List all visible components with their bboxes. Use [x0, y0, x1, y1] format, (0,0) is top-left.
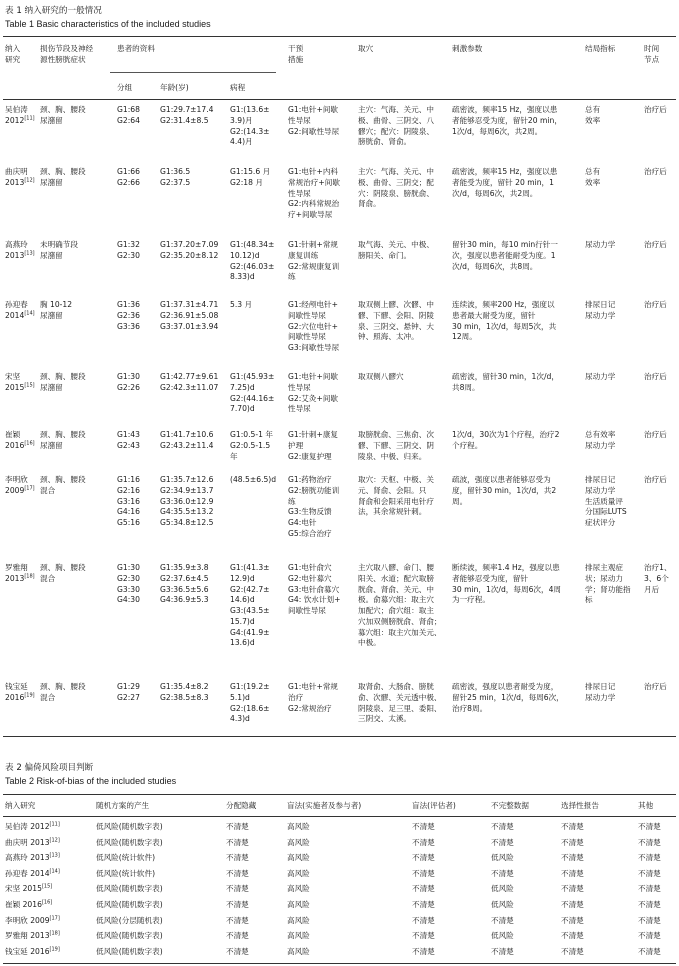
t2-rating-cell: 不清楚 — [412, 837, 435, 847]
t1-study-year: 2009 — [5, 485, 25, 495]
t1-study-year: 2013 — [5, 573, 25, 583]
t2-rating-cell: 高风险 — [287, 900, 310, 909]
t1-injury-cell: 颈、胸、腰段 尿潴留 — [40, 372, 86, 392]
t2-rating-cell: 不清楚 — [561, 853, 584, 863]
t2-rating-cell: 高风险 — [287, 853, 310, 863]
t2-rating-cell: 不清楚 — [412, 946, 435, 956]
t1-intervention-cell: G1:药物治疗 G2:膀胱功能训 练 G3:生物反馈 G4:电针 G5:综合治疗 — [288, 475, 340, 538]
t1-header-injury: 损伤节段及神经 源性膀胱症状 — [40, 44, 94, 64]
t1-study-year: 2016 — [5, 440, 25, 450]
t1-time-cell: 治疗1、 3、6个 月后 — [644, 563, 672, 594]
table2-caption-cn: 表 2 偏倚风险项目判断 — [5, 763, 94, 773]
t1-study-cell — [5, 430, 35, 452]
t2-header-cell: 分配隐藏 — [226, 801, 257, 810]
t1-age-cell: G1:35.7±12.6 G2:34.9±13.7 G3:36.0±12.9 G4:35.5±13.2 G5:34.8±12.5 — [160, 475, 214, 528]
t1-study-author: 吴伯涛 — [5, 105, 28, 114]
t2-study-name: 曲庆明 2013 — [5, 837, 50, 847]
t1-intervention-cell: G1:电针+间歇 性导尿 G2:艾灸+间歇 性导尿 — [288, 372, 339, 414]
t2-rating-cell: 低风险(统计软件) — [96, 853, 156, 863]
t1-outcome-cell: 总有 效率 — [585, 167, 601, 187]
t1-study-cell — [5, 475, 35, 497]
t1-study-year: 2015 — [5, 382, 25, 392]
t2-study-ref: [11] — [49, 821, 60, 828]
t1-study-ref: [17] — [24, 485, 35, 492]
t1-acupoints-cell: 取双侧八髎穴 — [358, 372, 404, 381]
t2-rating-cell: 不清楚 — [638, 884, 661, 894]
t1-time-cell: 治疗后 — [644, 475, 667, 484]
t2-rating-cell: 不清楚 — [561, 931, 584, 941]
t1-age-cell: G1:35.9±3.8 G2:37.6±4.5 G3:36.5±5.6 G4:36.9±5.3 — [160, 563, 209, 605]
t1-study-cell — [5, 300, 35, 322]
t1-intervention-cell: G1:针刺+常规 康复训练 G2:常规康复训 练 — [288, 240, 340, 282]
t2-rating-cell: 高风险 — [287, 915, 310, 925]
t2-rating-cell: 不清楚 — [412, 900, 435, 909]
t1-age-cell: G1:41.7±10.6 G2:43.2±11.4 — [160, 430, 214, 450]
t2-rating-cell: 低风险(统计软件) — [96, 868, 156, 878]
t2-rating-cell: 低风险(分层随机表) — [96, 915, 163, 925]
t1-header-params: 刺激参数 — [452, 44, 483, 53]
t1-acupoints-cell: 主穴：气海、关元、中 极、曲骨、三阴交、八 髎穴；配穴：阴陵泉、 膀胱俞、肾俞。 — [358, 105, 434, 147]
t2-study-name: 高燕玲 2013 — [5, 853, 50, 863]
t2-rating-cell: 不清楚 — [638, 946, 661, 956]
t1-injury-cell: 胸 10-12 尿潴留 — [40, 300, 73, 320]
t1-study-ref: [14] — [24, 310, 35, 317]
t2-study-cell — [5, 884, 52, 895]
t2-header-cell: 其他 — [638, 801, 654, 810]
t1-header-intervention: 干预 措施 — [288, 44, 304, 64]
t1-params-cell: 疏密波，强度以患者耐受为度， 留针25 min，1次/d，每周6次， 治疗8周。 — [452, 682, 564, 713]
t1-study-year: 2013 — [5, 177, 25, 187]
t1-outcome-cell: 排尿日记 尿动力学 — [585, 300, 616, 320]
t1-time-cell: 治疗后 — [644, 105, 667, 114]
t2-study-name: 吴伯涛 2012 — [5, 822, 50, 831]
t1-injury-cell: 颈、胸、腰段 混合 — [40, 682, 86, 702]
t1-study-year: 2013 — [5, 250, 25, 260]
t2-rating-cell: 不清楚 — [561, 868, 584, 878]
t2-rating-cell: 不清楚 — [638, 868, 661, 878]
t1-intervention-cell: G1:针刺+康复 护理 G2:康复护理 — [288, 430, 339, 461]
table1-bottom-rule — [3, 736, 676, 737]
t2-rating-cell: 低风险 — [491, 900, 514, 909]
t1-group-cell: G1:66 G2:66 — [117, 167, 140, 187]
t1-study-ref: [19] — [24, 692, 35, 699]
t1-study-cell — [5, 240, 35, 262]
t2-rating-cell: 低风险(随机数字表) — [96, 822, 163, 831]
t1-acupoints-cell: 取穴：天枢、中极、关 元、肾俞、会阳。只 肾俞和会阳采用电针疗 法，其余常规针刺。 — [358, 475, 434, 517]
t1-study-ref: [15] — [24, 382, 35, 389]
t1-study-ref: [11] — [24, 115, 35, 122]
t1-outcome-cell: 尿动力学 — [585, 240, 616, 249]
table1-caption-cn: 表 1 纳入研究的一般情况 — [5, 6, 102, 16]
t1-header-age: 年龄(岁) — [160, 83, 189, 92]
t1-course-cell: G1:(48.34± 10.12)d G2:(46.03± 8.33)d — [230, 240, 275, 282]
t2-rating-cell: 不清楚 — [638, 837, 661, 847]
t1-group-cell: G1:30 G2:26 — [117, 372, 140, 392]
t1-intervention-cell: G1:电针+常规 治疗 G2:常规治疗 — [288, 682, 339, 713]
t2-rating-cell: 不清楚 — [561, 900, 584, 909]
t1-study-author: 李明欣 — [5, 475, 28, 484]
t2-study-cell — [5, 838, 60, 849]
t2-study-ref: [19] — [49, 946, 60, 953]
t1-outcome-cell: 总有效率 尿动力学 — [585, 430, 616, 450]
t2-study-ref: [16] — [41, 899, 53, 906]
t2-study-cell — [5, 853, 60, 864]
t1-age-cell: G1:37.31±4.71 G2:36.91±5.08 G3:37.01±3.94 — [160, 300, 219, 331]
t1-study-cell — [5, 167, 35, 189]
t2-rating-cell: 低风险(随机数字表) — [96, 900, 163, 909]
t2-rating-cell: 高风险 — [287, 822, 310, 831]
t1-study-author: 钱宝延 — [5, 682, 28, 691]
t2-rating-cell: 不清楚 — [561, 915, 584, 925]
t2-rating-cell: 高风险 — [287, 837, 310, 847]
t1-study-year: 2014 — [5, 310, 25, 320]
t1-injury-cell: 颈、胸、腰段 尿潴留 — [40, 105, 86, 125]
t2-study-cell — [5, 869, 60, 880]
t1-acupoints-cell: 取肾俞、大肠俞、膀胱 俞、次髎、关元透中极、 阴陵泉、足三里、委阳、 三阴交、太溪。 — [358, 682, 442, 724]
t2-rating-cell: 不清楚 — [412, 915, 435, 925]
t2-rating-cell: 不清楚 — [638, 853, 661, 863]
t1-injury-cell: 未明确节段 尿潴留 — [40, 240, 78, 260]
t2-header-cell: 选择性报告 — [561, 801, 599, 810]
t2-study-ref: [14] — [49, 868, 60, 875]
t1-acupoints-cell: 主穴取八髎、命门、腰 阳关、水道；配穴取膀 胱俞、肾俞、关元、中 极。俞募穴组：取主穴 加配穴；俞穴组：取主 穴加双侧膀胱俞、肾俞； 募穴组：取主穴加关元、 中极。 — [358, 563, 442, 648]
t2-study-ref: [13] — [49, 852, 60, 859]
t1-params-cell: 连续波，频率200 Hz，强度以 患者最大耐受为度，留针 30 min，1次/d，每周5次，共 12周。 — [452, 300, 557, 342]
t2-rating-cell: 低风险(随机数字表) — [96, 946, 163, 956]
t1-study-author: 高燕玲 — [5, 240, 28, 249]
t2-rating-cell: 不清楚 — [491, 915, 514, 925]
t2-rating-cell: 低风险(随机数字表) — [96, 931, 163, 941]
t2-rating-cell: 不清楚 — [226, 884, 249, 894]
t1-header-course: 病程 — [230, 83, 246, 92]
t2-rating-cell: 低风险 — [491, 931, 514, 941]
t2-rating-cell: 不清楚 — [491, 822, 514, 831]
t2-rating-cell: 不清楚 — [561, 946, 584, 956]
t1-header-group: 分组 — [117, 83, 133, 92]
t1-group-cell: G1:29 G2:27 — [117, 682, 140, 702]
t1-study-year: 2016 — [5, 692, 25, 702]
t1-intervention-cell: G1:经颅电针+ 间歇性导尿 G2:穴位电针+ 间歇性导尿 G3:间歇性导尿 — [288, 300, 340, 353]
t1-intervention-cell: G1:电针俞穴 G2:电针募穴 G3:电针俞募穴 G4: 饮水计划+ 间歇性导尿 — [288, 563, 341, 616]
t1-study-author: 孙迎春 — [5, 300, 28, 309]
t1-study-ref: [16] — [24, 440, 35, 447]
t2-rating-cell: 低风险(随机数字表) — [96, 837, 163, 847]
t1-study-cell — [5, 105, 35, 127]
t1-study-author: 宋坚 — [5, 372, 21, 381]
t1-age-cell: G1:42.77±9.61 G2:42.3±11.07 — [160, 372, 219, 392]
t2-study-name: 崔颖 2016 — [5, 900, 42, 909]
t2-rating-cell: 低风险(随机数字表) — [96, 884, 163, 894]
t2-study-name: 孙迎春 2014 — [5, 868, 50, 878]
t1-course-cell: G1:(45.93± 7.25)d G2:(44.16± 7.70)d — [230, 372, 275, 414]
t2-rating-cell: 低风险 — [491, 853, 514, 863]
t2-study-ref: [17] — [49, 915, 60, 922]
t2-study-ref: [12] — [49, 837, 60, 844]
t2-rating-cell: 不清楚 — [412, 884, 435, 894]
table1-header-rule — [3, 99, 676, 100]
table1-top-rule — [3, 36, 676, 37]
t1-study-ref: [12] — [24, 177, 35, 184]
t2-rating-cell: 不清楚 — [561, 822, 584, 831]
t1-group-cell: G1:16 G2:16 G3:16 G4:16 G5:16 — [117, 475, 140, 528]
t2-header-cell: 不完整数据 — [491, 801, 529, 810]
table1-caption-en: Table 1 Basic characteristics of the included studies — [5, 19, 211, 29]
t1-injury-cell: 颈、胸、腰段 混合 — [40, 475, 86, 495]
t1-age-cell: G1:36.5 G2:37.5 — [160, 167, 191, 187]
t2-study-name: 李明欣 2009 — [5, 915, 50, 925]
t2-header-cell: 盲法(评估者) — [412, 801, 456, 810]
t1-outcome-cell: 总有 效率 — [585, 105, 601, 125]
t1-outcome-cell: 排尿日记 尿动力学 — [585, 682, 616, 702]
t2-rating-cell: 不清楚 — [226, 900, 249, 909]
t2-rating-cell: 不清楚 — [412, 931, 435, 941]
t1-outcome-cell: 排尿日记 尿动力学 生活质量评 分国际LUTS 症状评分 — [585, 475, 627, 528]
t1-header-study: 纳入 研究 — [5, 44, 21, 64]
t2-study-cell — [5, 931, 60, 942]
t1-study-ref: [13] — [24, 250, 35, 257]
t1-time-cell: 治疗后 — [644, 682, 667, 691]
t1-group-cell: G1:68 G2:64 — [117, 105, 140, 125]
t1-study-year: 2012 — [5, 115, 25, 125]
t2-rating-cell: 不清楚 — [638, 915, 661, 925]
t2-rating-cell: 不清楚 — [638, 822, 661, 831]
t1-age-cell: G1:37.20±7.09 G2:35.20±8.12 — [160, 240, 219, 260]
t1-time-cell: 治疗后 — [644, 300, 667, 309]
t2-rating-cell: 不清楚 — [226, 946, 249, 956]
t1-group-cell: G1:30 G2:30 G3:30 G4:30 — [117, 563, 140, 605]
t2-header-cell: 纳入研究 — [5, 801, 36, 810]
t1-study-cell — [5, 682, 35, 704]
t1-study-ref: [18] — [24, 573, 35, 580]
t2-study-ref: [15] — [41, 883, 53, 890]
t2-rating-cell: 不清楚 — [226, 931, 249, 941]
t2-rating-cell: 低风险 — [491, 884, 514, 894]
t1-acupoints-cell: 取双侧上髎、次髎、中 髎、下髎、会阳、阴陵 泉、三阴交、悬钟、大 钟、照海、太冲。 — [358, 300, 434, 342]
t1-acupoints-cell: 取气海、关元、中极、 膀阳关、命门。 — [358, 240, 434, 260]
t1-header-time: 时间 节点 — [644, 44, 660, 64]
t2-header-cell: 盲法(实施者及参与者) — [287, 801, 362, 810]
t2-rating-cell: 不清楚 — [491, 868, 514, 878]
t1-course-cell: G1:0.5-1 年 G2:0.5-1.5 年 — [230, 430, 273, 461]
t2-rating-cell: 不清楚 — [561, 837, 584, 847]
table2-header-rule — [3, 816, 676, 817]
t1-params-cell: 疏密波，留针30 min，1次/d， 共8周。 — [452, 372, 559, 392]
t2-study-cell — [5, 822, 60, 833]
t2-rating-cell: 不清楚 — [226, 915, 249, 925]
t1-time-cell: 治疗后 — [644, 372, 667, 381]
t1-course-cell: G1:(19.2± 5.1)d G2:(18.6± 4.3)d — [230, 682, 270, 724]
t1-course-cell: 5.3 月 — [230, 300, 253, 309]
t2-study-name: 罗雅翔 2013 — [5, 931, 50, 941]
t2-rating-cell: 不清楚 — [412, 868, 435, 878]
t2-rating-cell: 高风险 — [287, 946, 310, 956]
t2-rating-cell: 不清楚 — [226, 868, 249, 878]
t2-rating-cell: 不清楚 — [226, 837, 249, 847]
t2-rating-cell: 不清楚 — [491, 837, 514, 847]
t1-study-cell — [5, 372, 35, 394]
t2-rating-cell: 不清楚 — [638, 900, 661, 909]
t1-course-cell: (48.5±6.5)d — [230, 475, 277, 484]
t2-study-cell — [5, 947, 60, 958]
t2-header-cell: 随机方案的产生 — [96, 801, 150, 810]
t1-study-author: 曲庆明 — [5, 167, 28, 176]
t1-params-cell: 1次/d，30次为1个疗程，治疗2 个疗程。 — [452, 430, 560, 450]
t2-study-cell — [5, 900, 52, 911]
t2-rating-cell: 不清楚 — [226, 822, 249, 831]
t2-rating-cell: 高风险 — [287, 884, 310, 894]
t1-time-cell: 治疗后 — [644, 430, 667, 439]
table2-top-rule — [3, 794, 676, 795]
t2-study-cell — [5, 916, 60, 927]
table2-caption-en: Table 2 Risk-of-bias of the included studies — [5, 776, 177, 786]
t2-rating-cell: 不清楚 — [412, 853, 435, 863]
t2-rating-cell: 不清楚 — [561, 884, 584, 894]
t1-params-cell: 留针30 min，每10 min行针一 次，强度以患者能耐受为度。1 次/d，每周6次，共8周。 — [452, 240, 558, 271]
t1-params-cell: 断续波，频率1.4 Hz，强度以患 者能够忍受为度，留针 30 min，1次/d，每周6次，4周 为一疗程。 — [452, 563, 562, 605]
t1-time-cell: 治疗后 — [644, 167, 667, 176]
t2-study-name: 宋坚 2015 — [5, 884, 42, 894]
t1-group-cell: G1:36 G2:36 G3:36 — [117, 300, 140, 331]
t1-study-author: 罗雅翔 — [5, 563, 28, 572]
t2-rating-cell: 高风险 — [287, 868, 310, 878]
t1-header-patient: 患者的资料 — [117, 44, 155, 53]
t1-params-cell: 疏密波，频率15 Hz，强度以患 者能受为度，留针 20 min，1 次/d，每周6次，共2周。 — [452, 167, 558, 198]
t1-group-cell: G1:32 G2:30 — [117, 240, 140, 260]
t2-rating-cell: 高风险 — [287, 931, 310, 941]
t1-course-cell: G1:(41.3± 12.9)d G2:(42.7± 14.6)d G3:(43.5± 15.7)d G4:(41.9± 13.6)d — [230, 563, 270, 648]
t1-outcome-cell: 尿动力学 — [585, 372, 616, 381]
t2-study-name: 钱宝延 2016 — [5, 946, 50, 956]
t1-intervention-cell: G1:电针+内科 常规治疗+间歇 性导尿 G2:内科常规治 疗+间歇导尿 — [288, 167, 340, 220]
t1-params-cell: 疏波，强度以患者能够忍受为 度，留针30 min，1次/d，共2 周。 — [452, 475, 557, 506]
t1-injury-cell: 颈、胸、腰段 尿潴留 — [40, 167, 86, 187]
t1-header-sub-rule — [110, 72, 276, 73]
t2-study-ref: [18] — [49, 930, 60, 937]
t1-header-outcome: 结局指标 — [585, 44, 616, 53]
t2-rating-cell: 不清楚 — [638, 931, 661, 941]
t1-age-cell: G1:35.4±8.2 G2:38.5±8.3 — [160, 682, 209, 702]
t1-time-cell: 治疗后 — [644, 240, 667, 249]
t1-acupoints-cell: 主穴：气海、关元、中 极、曲骨、三阴交；配 穴：阴陵泉、膀胱俞、 肾俞。 — [358, 167, 434, 209]
t1-outcome-cell: 排尿主观症 状；尿动力 学；肾功能指 标 — [585, 563, 631, 605]
t1-params-cell: 疏密波，频率15 Hz，强度以患 者能够忍受为度，留针20 min， 1次/d，每周6次，共2周。 — [452, 105, 562, 136]
t1-study-cell — [5, 563, 35, 585]
t1-age-cell: G1:29.7±17.4 G2:31.4±8.5 — [160, 105, 214, 125]
t1-header-acupoints: 取穴 — [358, 44, 374, 53]
t2-rating-cell: 不清楚 — [491, 946, 514, 956]
t1-acupoints-cell: 取膀胱俞、三焦俞、次 髎、下髎、三阴交、阴 陵泉、中极、归来。 — [358, 430, 434, 461]
t1-injury-cell: 颈、胸、腰段 混合 — [40, 563, 86, 583]
t2-rating-cell: 不清楚 — [412, 822, 435, 831]
t1-group-cell: G1:43 G2:43 — [117, 430, 140, 450]
t1-injury-cell: 颈、胸、腰段 尿潴留 — [40, 430, 86, 450]
t1-course-cell: G1:(13.6± 3.9)月 G2:(14.3± 4.4)月 — [230, 105, 270, 147]
t1-intervention-cell: G1:电针+间歇 性导尿 G2:间歇性导尿 — [288, 105, 340, 136]
t2-rating-cell: 不清楚 — [226, 853, 249, 863]
t1-course-cell: G1:15.6 月 G2:18 月 — [230, 167, 271, 187]
t1-study-author: 崔颖 — [5, 430, 21, 439]
table2-bottom-rule — [3, 963, 676, 964]
